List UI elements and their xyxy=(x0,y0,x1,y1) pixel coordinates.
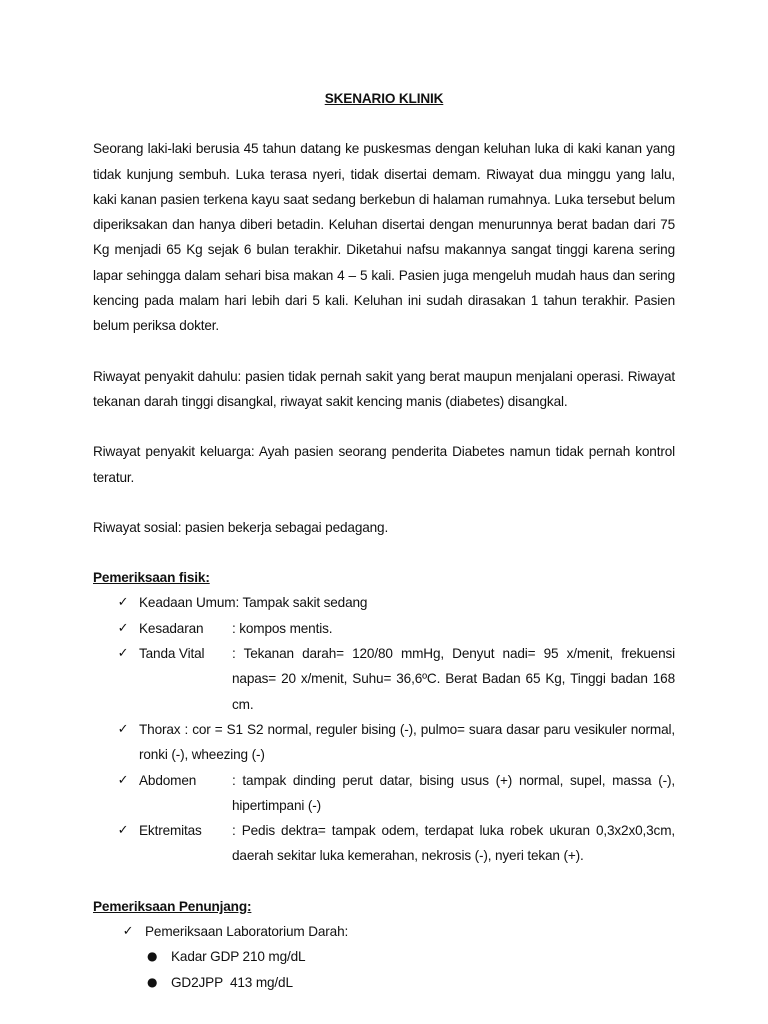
exam-value: : Pedis dektra= tampak odem, terdapat luka robek ukuran 0,3x2x0,3cm, daerah sekitar luka kemerahan, nekrosis (-), nyeri tekan (+). xyxy=(232,823,675,864)
supporting-exam-heading: Pemeriksaan Penunjang: xyxy=(93,898,252,914)
lab-result-gd2jpp xyxy=(93,970,675,995)
exam-item-extremities xyxy=(93,818,675,869)
section-spacer xyxy=(93,869,675,894)
exam-item-vitals xyxy=(93,641,675,717)
exam-value: : kompos mentis. xyxy=(232,620,333,636)
document-title: SKENARIO KLINIK xyxy=(324,91,444,106)
physical-exam-list xyxy=(93,590,675,868)
check-mark-icon: ✓ xyxy=(117,646,129,662)
exam-label: Keadaan Umum xyxy=(139,595,236,611)
exam-item-general xyxy=(93,590,675,615)
exam-label: Ektremitas xyxy=(139,823,202,839)
lab-title-item xyxy=(93,919,675,944)
lab-result-text: Kadar GDP 210 mg/dL xyxy=(171,949,306,965)
exam-label: Tanda Vital xyxy=(139,646,205,662)
exam-item-consciousness xyxy=(93,616,675,641)
family-history-paragraph: Riwayat penyakit keluarga: Ayah pasien seorang penderita Diabetes namun tidak pernah kontrol teratur. xyxy=(93,444,675,485)
past-history-paragraph: Riwayat penyakit dahulu: pasien tidak pernah sakit yang berat maupun menjalani operasi. Riwayat tekanan darah tinggi disangkal, riwayat sakit kencing manis (diabetes) disangkal. xyxy=(93,368,675,409)
lab-title: Pemeriksaan Laboratorium Darah: xyxy=(145,924,349,940)
exam-value: : tampak dinding perut datar, bising usus (+) normal, supel, massa (-), hipertimpani (-) xyxy=(232,772,675,813)
exam-item-abdomen xyxy=(93,768,675,819)
exam-label: Abdomen xyxy=(139,772,197,788)
physical-exam-heading: Pemeriksaan fisik: xyxy=(93,570,210,586)
bullet-dot-icon: ● xyxy=(147,949,158,964)
check-mark-icon: ✓ xyxy=(117,620,129,636)
lab-result-text: GD2JPP 413 mg/dL xyxy=(171,974,293,990)
check-mark-icon: ✓ xyxy=(122,924,134,940)
check-mark-icon: ✓ xyxy=(117,595,129,611)
document-content xyxy=(93,86,675,995)
social-history-paragraph: Riwayat sosial: pasien bekerja sebagai pedagang. xyxy=(93,519,389,535)
scenario-paragraph: Seorang laki-laki berusia 45 tahun datang ke puskesmas dengan keluhan luka di kaki kanan yang tidak kunjung sembuh. Luka terasa nyeri, tidak disertai demam. Riwayat dua minggu yang lalu, kaki kanan pasien terkena kayu saat sedang berkebun di halaman rumahnya. Luka tersebut belum diperiksakan dan hanya diberi betadin. Keluhan disertai dengan menurunnya berat badan dari 75 Kg menjadi 65 Kg sejak 6 bulan terakhir. Diketahui nafsu makannya sangat tinggi karena sering lapar sehingga dalam sehari bisa makan 4 – 5 kali. Pasien juga mengeluh mudah haus dan sering kencing pada malam hari lebih dari 5 kali. Keluhan ini sudah dirasakan 1 tahun terakhir. Pasien belum periksa dokter. xyxy=(93,141,675,334)
lab-result-gdp xyxy=(93,944,675,969)
exam-item-thorax xyxy=(93,717,675,768)
exam-value: : Tekanan darah= 120/80 mmHg, Denyut nadi= 95 x/menit, frekuensi napas= 20 x/menit, Suhu= 36,6ºC. Berat Badan 65 Kg, Tinggi badan 168 cm. xyxy=(232,646,675,712)
lab-results-list xyxy=(93,944,675,995)
check-mark-icon: ✓ xyxy=(117,721,129,737)
bullet-dot-icon: ● xyxy=(147,974,158,989)
check-mark-icon: ✓ xyxy=(117,823,129,839)
exam-value: Thorax : cor = S1 S2 normal, reguler bising (-), pulmo= suara dasar paru vesikuler normal, ronki (-), wheezing (-) xyxy=(139,721,675,763)
exam-label: Kesadaran xyxy=(139,620,204,636)
exam-value: : Tampak sakit sedang xyxy=(235,595,368,611)
check-mark-icon: ✓ xyxy=(117,772,129,788)
lab-block xyxy=(93,919,675,995)
